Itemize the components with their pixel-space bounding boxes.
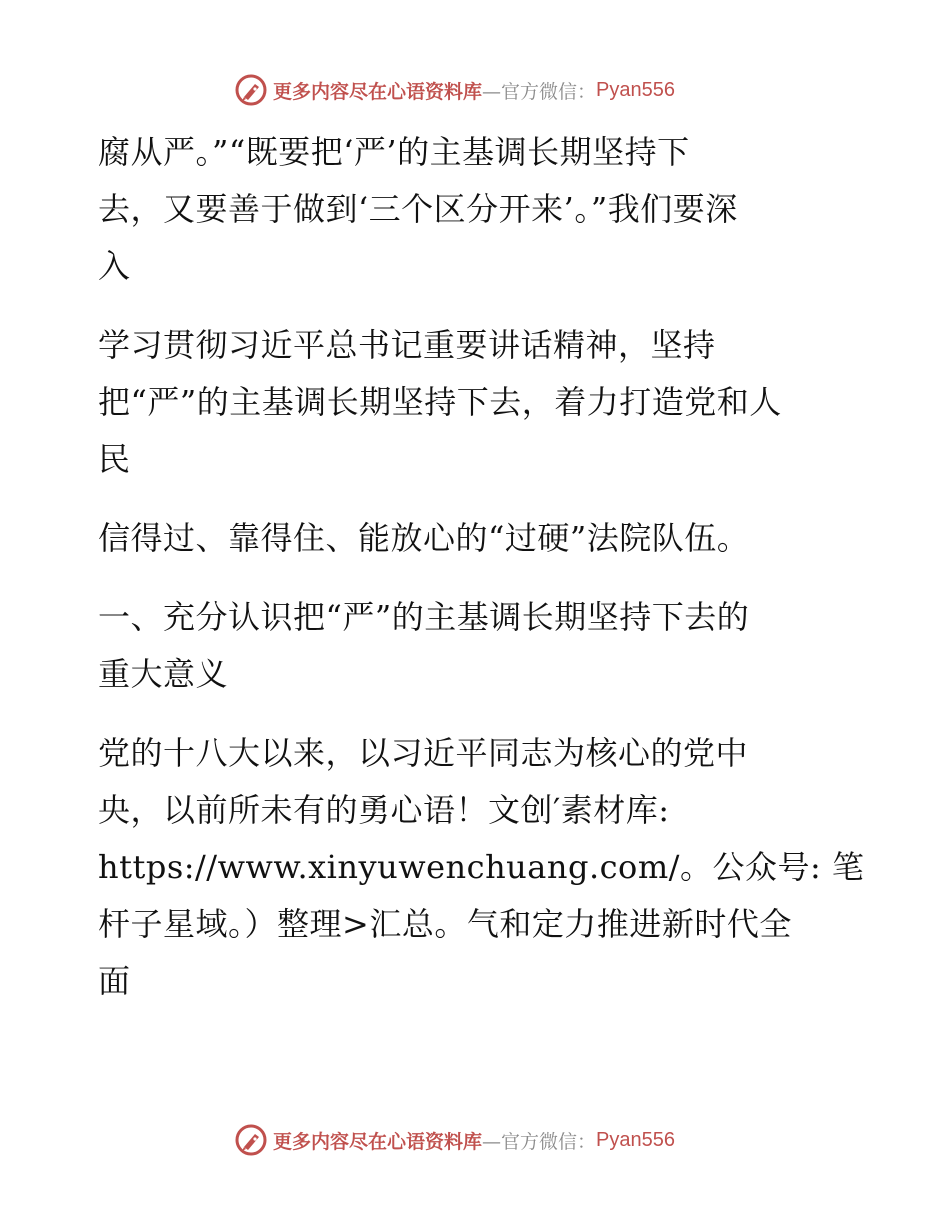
- text-line: 面: [98, 962, 131, 1000]
- paragraph: [98, 124, 858, 295]
- pen-logo-icon: [235, 1124, 267, 1156]
- footer-banner: [235, 1122, 715, 1158]
- text-line: 去，又要善于做到‘三个区分开来’。”我们要深: [98, 190, 738, 228]
- pen-logo-icon: [235, 74, 267, 106]
- banner-separator: —官方微信：: [482, 1130, 597, 1153]
- text-line: 学习贯彻习近平总书记重要讲话精神，坚持: [98, 326, 716, 364]
- banner-wechat-id: Pyan556: [596, 78, 675, 101]
- paragraph: [98, 725, 865, 1010]
- banner-title: 更多内容尽在心语资料库: [273, 1130, 483, 1153]
- text-line: 入: [98, 247, 131, 285]
- text-line: 重大意义: [98, 655, 229, 693]
- banner-separator: —官方微信：: [482, 80, 597, 103]
- header-banner: [235, 72, 715, 108]
- banner-wechat-id: Pyan556: [596, 1128, 675, 1151]
- text-line: 杆子星域。）整理>汇总。气和定力推进新时代全: [98, 905, 792, 943]
- text-line: https://www.xinyuwenchuang.com/。公众号: 笔: [98, 848, 865, 886]
- text-line: 信得过、靠得住、能放心的“过硬”法院队伍。: [98, 519, 750, 557]
- text-line: 腐从严。”“既要把‘严’的主基调长期坚持下: [98, 133, 690, 171]
- text-line: 一、充分认识把“严”的主基调长期坚持下去的: [98, 598, 750, 636]
- text-line: 把“严”的主基调长期坚持下去，着力打造党和人: [98, 383, 782, 421]
- section-heading: [98, 589, 858, 703]
- paragraph: [98, 317, 858, 488]
- text-line: 央，以前所未有的勇心语！文创′素材库:: [98, 791, 670, 829]
- paragraph: [98, 510, 858, 567]
- banner-title: 更多内容尽在心语资料库: [273, 80, 483, 103]
- text-line: 党的十八大以来，以习近平同志为核心的党中: [98, 734, 749, 772]
- document-body: [98, 124, 865, 1032]
- text-line: 民: [98, 440, 131, 478]
